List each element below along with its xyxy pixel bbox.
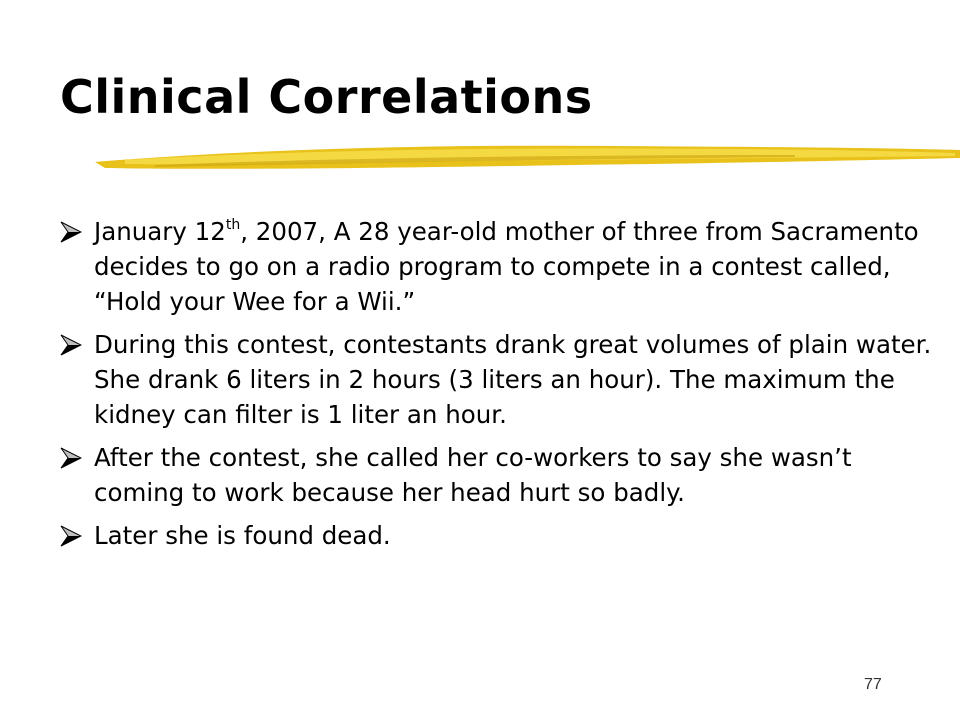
title-underline-swoosh xyxy=(95,138,960,178)
page-number: 77 xyxy=(864,676,882,693)
bullet-text: During this contest, contestants drank great volumes of plain water. She drank 6 liters in 2 hours (3 liters an hour). The maximum the kidney can filter is 1 liter an hour. xyxy=(94,330,932,429)
arrow-bullet-icon xyxy=(60,525,82,547)
bullet-item xyxy=(60,214,940,319)
bullet-text: January 12th, 2007, A 28 year-old mother of three from Sacramento decides to go on a radio program to compete in a contest called, “Hold your Wee for a Wii.” xyxy=(94,216,919,316)
arrow-bullet-icon xyxy=(60,334,82,356)
bullet-item xyxy=(60,440,940,510)
arrow-bullet-icon xyxy=(60,447,82,469)
bullet-item xyxy=(60,518,940,553)
slide-title: Clinical Correlations xyxy=(60,70,593,124)
bullet-text: After the contest, she called her co-workers to say she wasn’t coming to work because her head hurt so badly. xyxy=(94,443,852,507)
bullet-text: Later she is found dead. xyxy=(94,521,391,550)
bullet-item xyxy=(60,327,940,432)
superscript-ordinal: th xyxy=(225,216,241,233)
bullet-list xyxy=(60,214,940,561)
arrow-bullet-icon xyxy=(60,221,82,243)
